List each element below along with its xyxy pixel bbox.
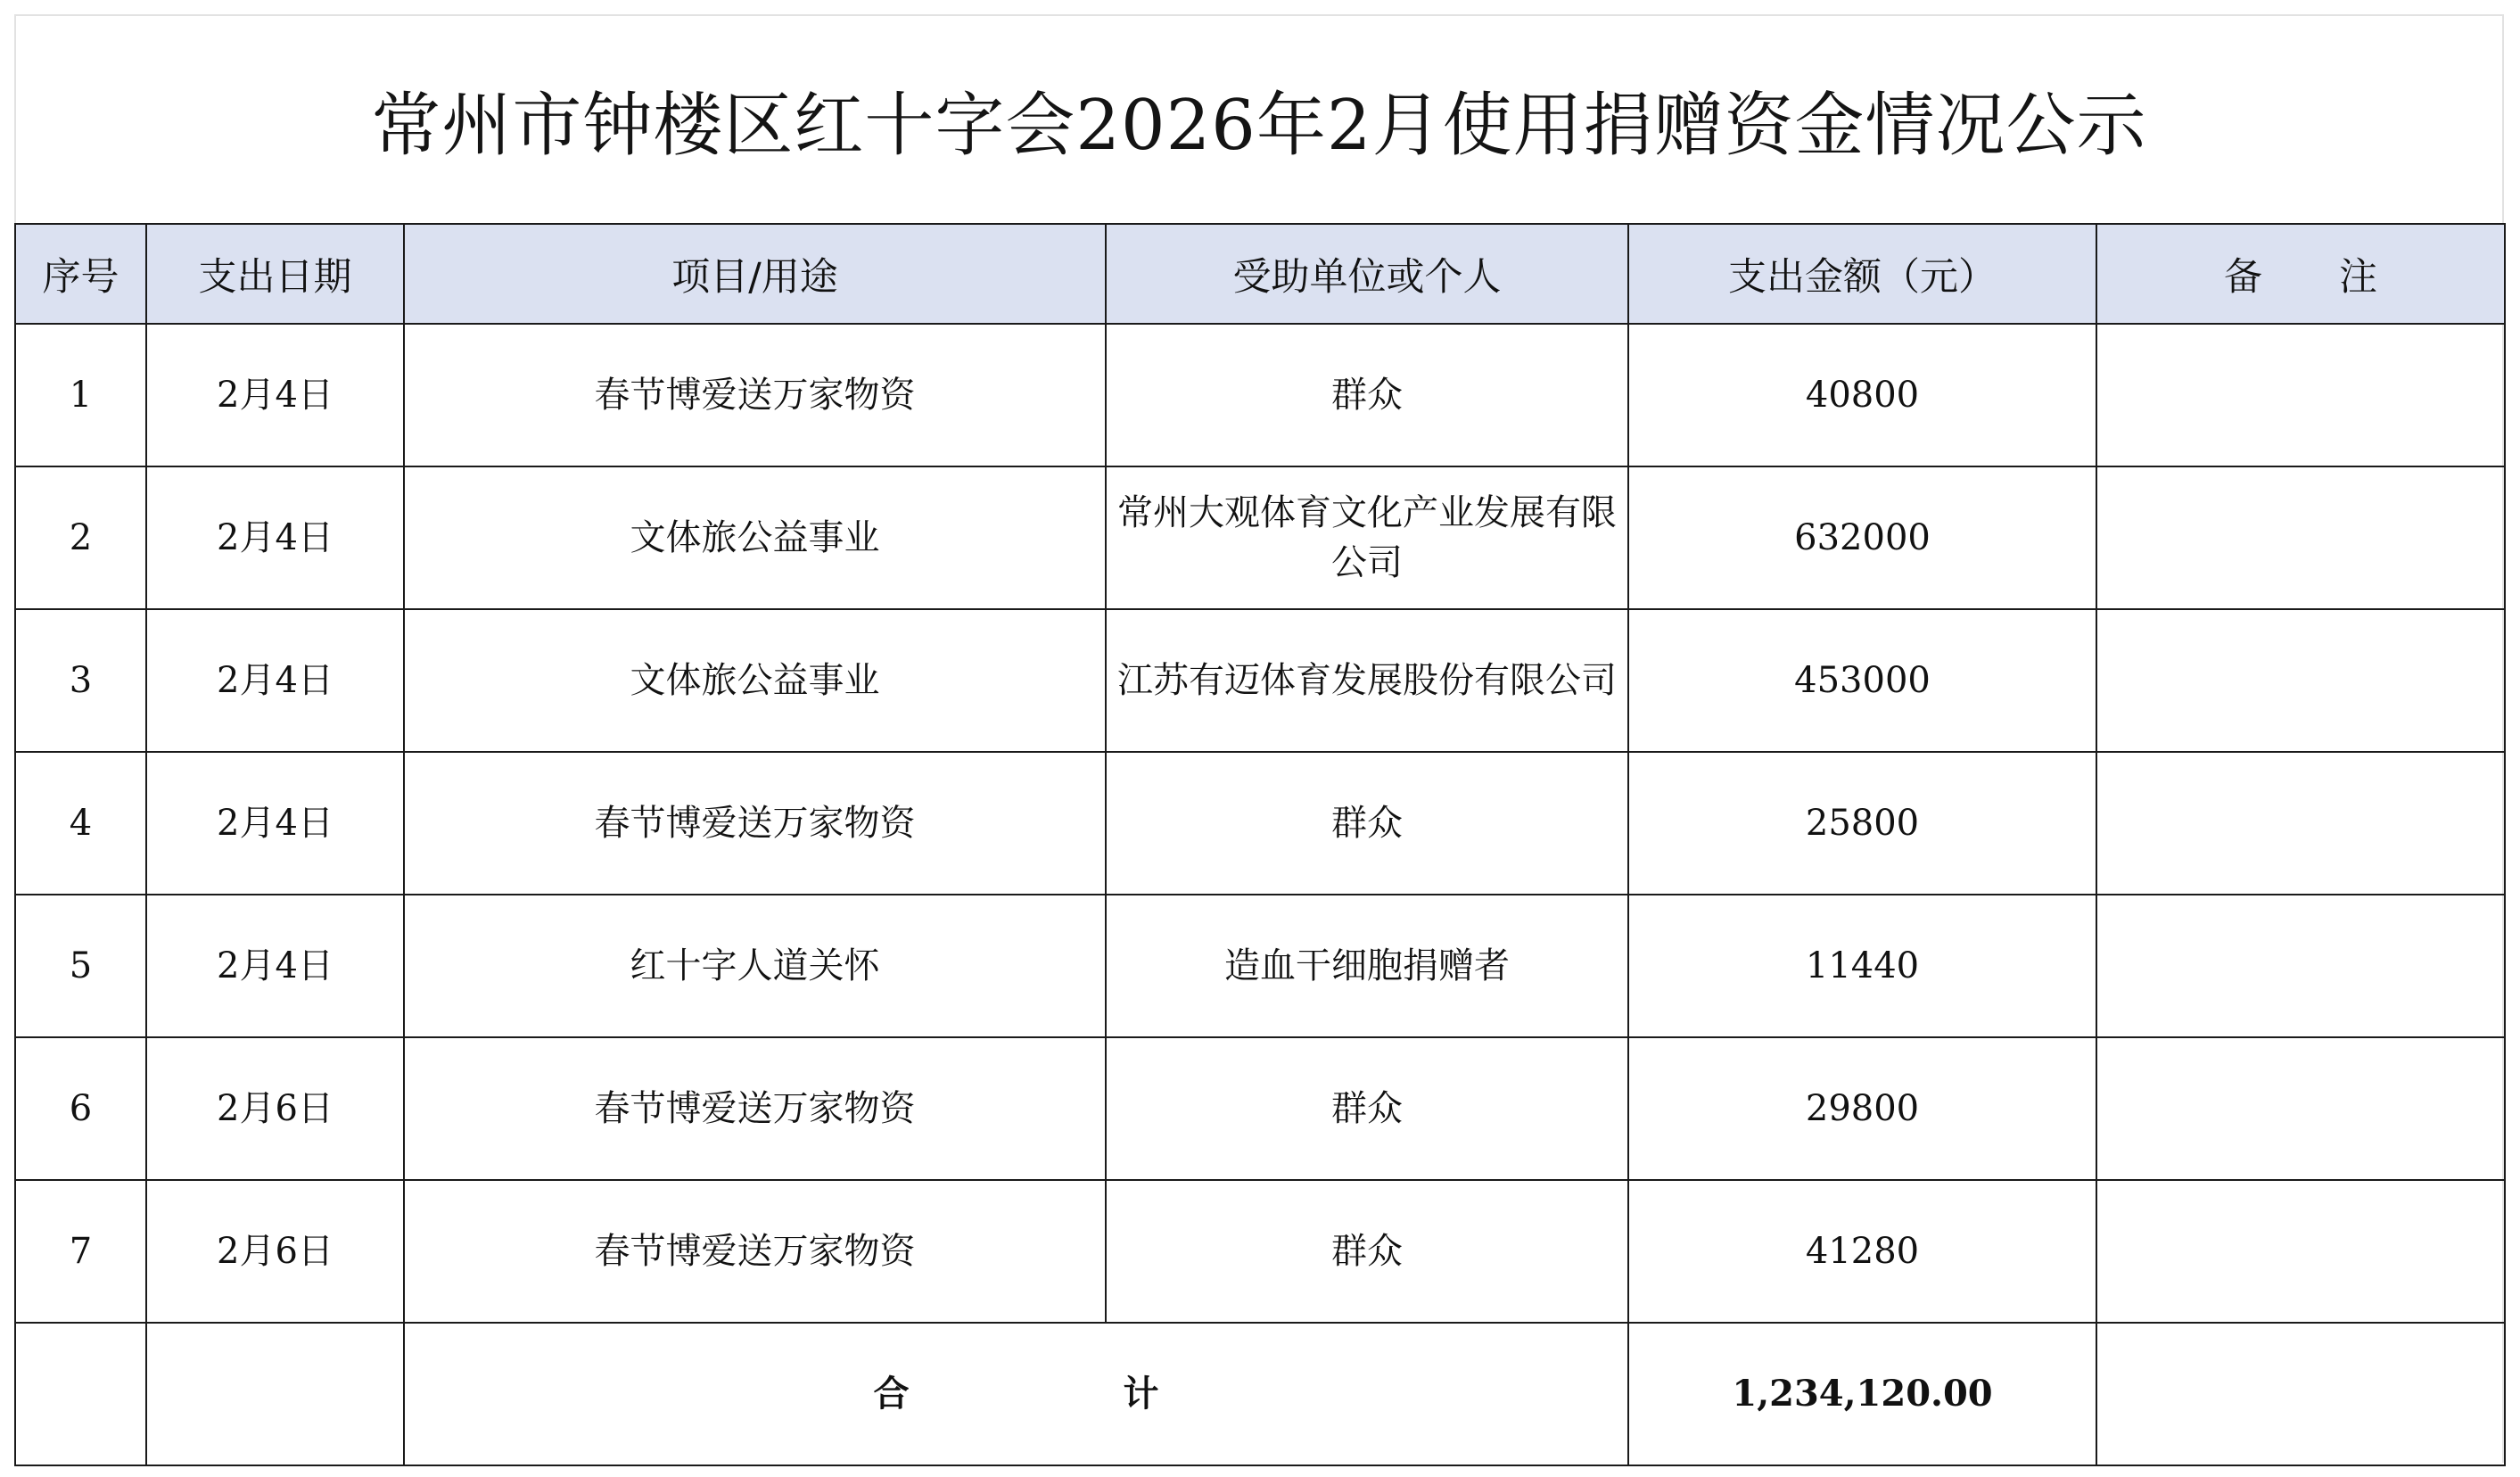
cell-amount: 40800 — [1628, 324, 2096, 466]
cell-amount: 25800 — [1628, 752, 2096, 895]
cell-purpose: 红十字人道关怀 — [404, 895, 1106, 1037]
cell-no: 1 — [15, 324, 146, 466]
total-label: 合 计 — [404, 1323, 1628, 1465]
table-row — [15, 1180, 2505, 1323]
cell-remark — [2096, 1037, 2505, 1180]
cell-purpose: 春节博爱送万家物资 — [404, 752, 1106, 895]
cell-no: 3 — [15, 609, 146, 752]
cell-remark — [2096, 466, 2505, 609]
table-header — [15, 224, 2505, 324]
cell-recipient: 群众 — [1106, 752, 1628, 895]
cell-remark — [2096, 895, 2505, 1037]
cell-no: 5 — [15, 895, 146, 1037]
cell-amount: 632000 — [1628, 466, 2096, 609]
cell-purpose: 文体旅公益事业 — [404, 466, 1106, 609]
cell-purpose: 春节博爱送万家物资 — [404, 324, 1106, 466]
table-row — [15, 324, 2505, 466]
cell-recipient: 常州大观体育文化产业发展有限公司 — [1106, 466, 1628, 609]
cell-amount: 29800 — [1628, 1037, 2096, 1180]
donation-expense-table — [14, 223, 2506, 1466]
header-row — [15, 224, 2505, 324]
table-row — [15, 895, 2505, 1037]
header-no: 序号 — [15, 224, 146, 324]
cell-purpose: 文体旅公益事业 — [404, 609, 1106, 752]
total-remark — [2096, 1323, 2505, 1465]
cell-date: 2月4日 — [146, 752, 404, 895]
cell-date: 2月4日 — [146, 466, 404, 609]
table-body — [15, 324, 2505, 1465]
cell-remark — [2096, 1180, 2505, 1323]
cell-amount: 453000 — [1628, 609, 2096, 752]
cell-purpose: 春节博爱送万家物资 — [404, 1037, 1106, 1180]
cell-date: 2月4日 — [146, 324, 404, 466]
total-empty-date — [146, 1323, 404, 1465]
document-sheet — [14, 14, 2504, 1463]
cell-no: 6 — [15, 1037, 146, 1180]
cell-date: 2月4日 — [146, 609, 404, 752]
table-row — [15, 466, 2505, 609]
cell-recipient: 群众 — [1106, 1180, 1628, 1323]
cell-purpose: 春节博爱送万家物资 — [404, 1180, 1106, 1323]
header-amount: 支出金额（元） — [1628, 224, 2096, 324]
cell-remark — [2096, 752, 2505, 895]
header-date: 支出日期 — [146, 224, 404, 324]
cell-recipient: 群众 — [1106, 1037, 1628, 1180]
cell-no: 7 — [15, 1180, 146, 1323]
total-empty-no — [15, 1323, 146, 1465]
table-row — [15, 1037, 2505, 1180]
cell-date: 2月6日 — [146, 1037, 404, 1180]
cell-remark — [2096, 609, 2505, 752]
cell-no: 4 — [15, 752, 146, 895]
cell-date: 2月6日 — [146, 1180, 404, 1323]
cell-amount: 41280 — [1628, 1180, 2096, 1323]
header-recipient: 受助单位或个人 — [1106, 224, 1628, 324]
header-purpose: 项目/用途 — [404, 224, 1106, 324]
cell-recipient: 群众 — [1106, 324, 1628, 466]
cell-amount: 11440 — [1628, 895, 2096, 1037]
cell-no: 2 — [15, 466, 146, 609]
page-title: 常州市钟楼区红十字会2026年2月使用捐赠资金情况公示 — [371, 86, 2147, 166]
table-row — [15, 752, 2505, 895]
cell-date: 2月4日 — [146, 895, 404, 1037]
total-row — [15, 1323, 2505, 1465]
total-amount: 1,234,120.00 — [1628, 1323, 2096, 1465]
cell-remark — [2096, 324, 2505, 466]
table-row — [15, 609, 2505, 752]
cell-recipient: 造血干细胞捐赠者 — [1106, 895, 1628, 1037]
cell-recipient: 江苏有迈体育发展股份有限公司 — [1106, 609, 1628, 752]
header-remark: 备 注 — [2096, 224, 2505, 324]
